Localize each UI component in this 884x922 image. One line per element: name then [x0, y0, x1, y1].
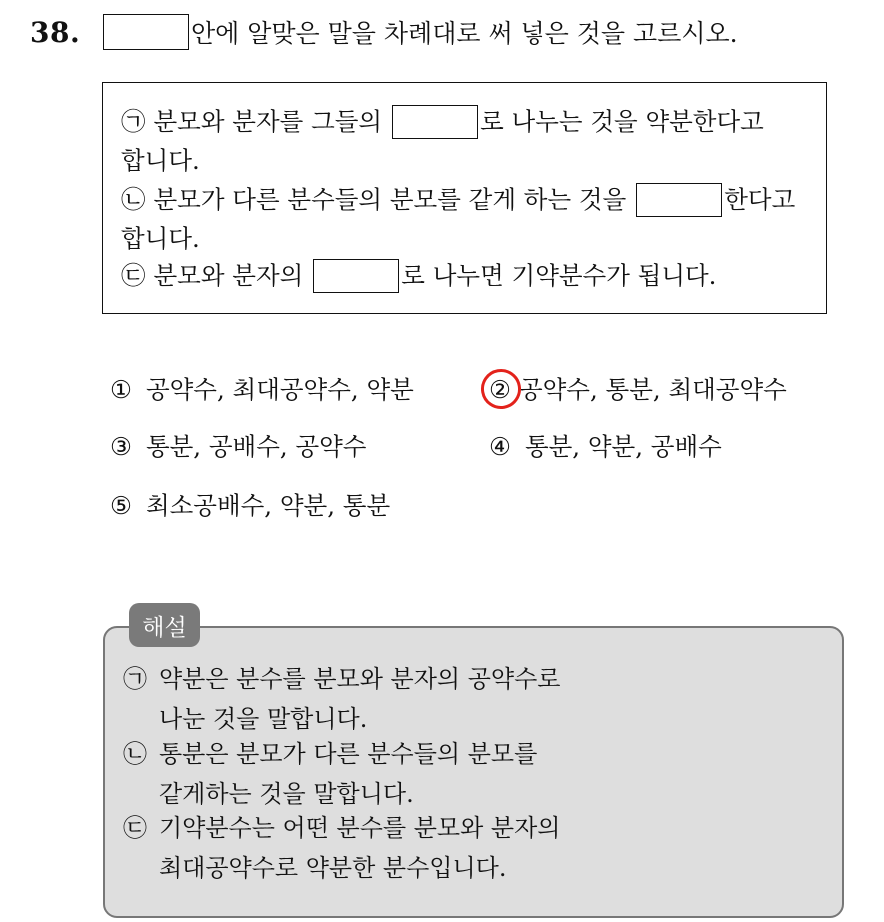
- solution-a-line1: [123, 667, 560, 691]
- choice-3-text: 통분, 공배수, 공약수: [145, 432, 367, 461]
- solution-a-text2: 나눈 것을 말합니다.: [159, 705, 368, 733]
- solution-c-line1: [123, 816, 560, 840]
- statement-b-line: [121, 183, 795, 217]
- solution-b-label: ㉡: [123, 740, 147, 768]
- statement-c-line: [121, 259, 716, 293]
- statement-a-after: 로 나누는 것을 약분한다고: [480, 106, 764, 136]
- choice-3[interactable]: [110, 432, 367, 461]
- answer-blank-box: [103, 14, 189, 50]
- choice-1-number: ①: [110, 375, 132, 404]
- choice-5[interactable]: [110, 491, 391, 520]
- statement-b-continuation: 합니다.: [121, 224, 200, 253]
- statement-a-label: ㉠: [121, 106, 146, 136]
- choice-2-text: 공약수, 통분, 최대공약수: [518, 375, 787, 404]
- solution-c-label: ㉢: [123, 814, 147, 842]
- statement-b-cont: [121, 224, 200, 253]
- solution-a-text1: 약분은 분수를 분모와 분자의 공약수로: [159, 665, 561, 693]
- statement-b-before: 분모가 다른 분수들의 분모를 같게 하는 것을: [153, 184, 627, 214]
- question-stem: [103, 14, 738, 50]
- choice-4-number: ④: [489, 432, 511, 461]
- statement-a-blank: [392, 105, 478, 139]
- statement-b-label: ㉡: [121, 184, 146, 214]
- choice-3-number: ③: [110, 432, 132, 461]
- choice-5-text: 최소공배수, 약분, 통분: [145, 491, 391, 520]
- statement-b-after: 한다고: [724, 184, 796, 214]
- choice-4[interactable]: [489, 432, 722, 461]
- solution-b-line1: [123, 742, 537, 766]
- statement-c-blank: [313, 259, 399, 293]
- choice-5-number: ⑤: [110, 491, 132, 520]
- question-number: 38.: [30, 16, 81, 49]
- choice-2-number: ②: [489, 375, 511, 404]
- choice-4-text: 통분, 약분, 공배수: [524, 432, 722, 461]
- choice-1[interactable]: [110, 375, 414, 404]
- statement-b-blank: [636, 183, 722, 217]
- statement-a-line: [121, 105, 764, 139]
- statement-c-after: 로 나누면 기약분수가 됩니다.: [401, 260, 717, 290]
- solution-tag: 해설: [129, 603, 200, 647]
- statement-a-cont: [121, 146, 200, 175]
- solution-b-text1: 통분은 분모가 다른 분수들의 분모를: [159, 740, 538, 768]
- solution-a-label: ㉠: [123, 665, 147, 693]
- choice-1-text: 공약수, 최대공약수, 약분: [145, 375, 414, 404]
- statement-c-label: ㉢: [121, 260, 146, 290]
- statement-a-continuation: 합니다.: [121, 146, 200, 175]
- statement-a-before: 분모와 분자를 그들의: [153, 106, 383, 136]
- solution-b-text2: 같게하는 것을 말합니다.: [159, 780, 414, 808]
- statement-box: [102, 82, 827, 314]
- choice-2[interactable]: [489, 375, 787, 404]
- question-instruction: 안에 알맞은 말을 차례대로 써 넣은 것을 고르시오.: [191, 19, 738, 48]
- solution-c-text2: 최대공약수로 약분한 분수입니다.: [159, 854, 507, 882]
- statement-c-before: 분모와 분자의: [153, 260, 304, 290]
- solution-c-text1: 기약분수는 어떤 분수를 분모와 분자의: [159, 814, 561, 842]
- selected-answer-circle-mark: [478, 366, 524, 412]
